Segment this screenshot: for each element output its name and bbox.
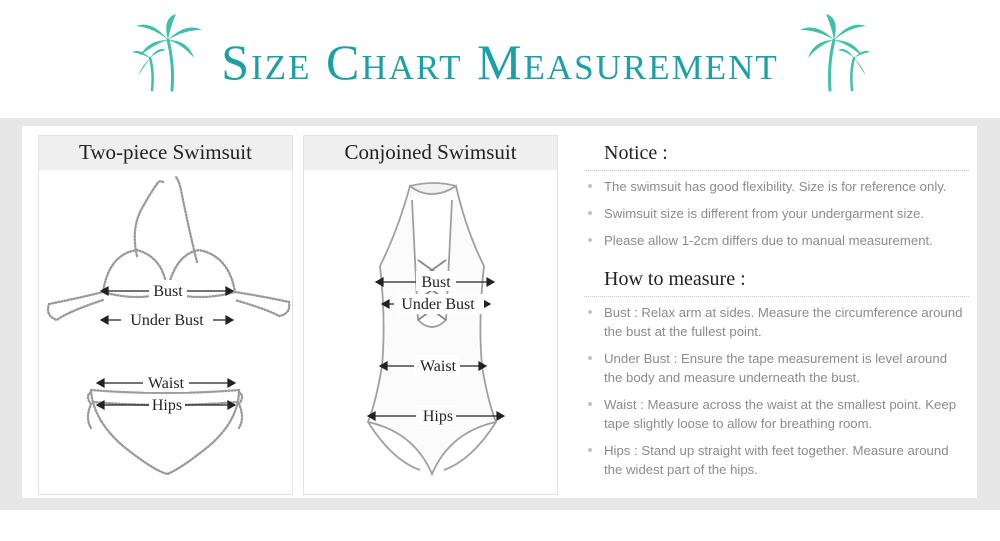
- two-piece-bust-label: Bust: [153, 283, 183, 300]
- conjoined-waist-label: Waist: [419, 358, 457, 375]
- measure-text: Waist : Measure across the waist at the smallest point. Keep tape slightly loose to allow for breathing room.: [604, 397, 957, 431]
- notice-text: Please allow 1-2cm differs due to manual measurement.: [604, 233, 933, 248]
- list-item: [584, 231, 969, 250]
- page-title: Size Chart Measurement: [221, 34, 779, 90]
- bullet-icon: [588, 211, 592, 215]
- list-item: [584, 303, 969, 341]
- two-piece-under-bust-label: Under Bust: [130, 312, 204, 329]
- two-piece-waist-label: Waist: [147, 375, 185, 392]
- conjoined-hips-label: Hips: [422, 408, 454, 425]
- bullet-icon: [588, 184, 592, 188]
- bullet-icon: [588, 448, 592, 452]
- conjoined-diagram: [304, 170, 557, 493]
- two-piece-title: Two-piece Swimsuit: [39, 136, 292, 170]
- bullet-icon: [588, 356, 592, 360]
- header: [0, 0, 1000, 118]
- notice-text: Swimsuit size is different from your undergarment size.: [604, 206, 925, 221]
- list-item: [584, 204, 969, 223]
- two-piece-diagram: [39, 170, 292, 493]
- palm-tree-icon: [790, 14, 870, 94]
- conjoined-under-bust-label: Under Bust: [401, 296, 475, 313]
- notice-text: The swimsuit has good flexibility. Size is for reference only.: [604, 179, 947, 194]
- two-piece-hips-label: Hips: [151, 397, 183, 414]
- notice-heading: Notice :: [584, 140, 969, 171]
- list-item: [584, 349, 969, 387]
- info-column: [584, 140, 969, 487]
- two-piece-panel: [38, 135, 293, 495]
- how-to-measure-heading: How to measure :: [584, 266, 969, 297]
- bullet-icon: [588, 402, 592, 406]
- list-item: [584, 441, 969, 479]
- conjoined-bust-label: Bust: [421, 274, 451, 291]
- measure-text: Under Bust : Ensure the tape measurement is level around the body and measure underneath the bust.: [604, 351, 948, 385]
- measure-text: Hips : Stand up straight with feet together. Measure around the widest part of the hips.: [604, 443, 949, 477]
- conjoined-title: Conjoined Swimsuit: [304, 136, 557, 170]
- bullet-icon: [588, 310, 592, 314]
- list-item: [584, 177, 969, 196]
- conjoined-panel: [303, 135, 558, 495]
- list-item: [584, 395, 969, 433]
- bullet-icon: [588, 238, 592, 242]
- measure-text: Bust : Relax arm at sides. Measure the circumference around the bust at the fullest point.: [604, 305, 963, 339]
